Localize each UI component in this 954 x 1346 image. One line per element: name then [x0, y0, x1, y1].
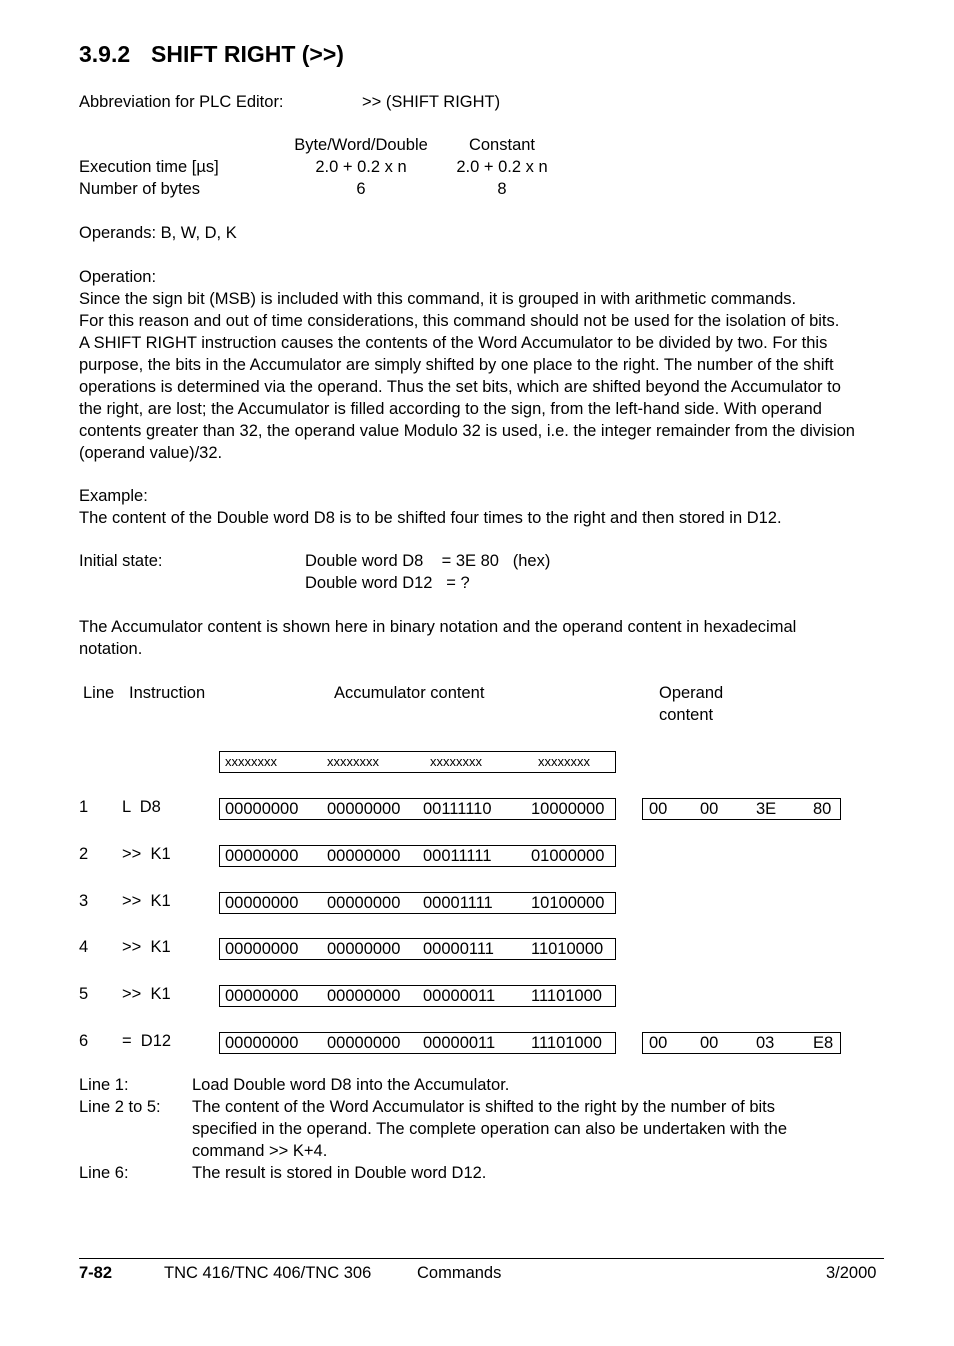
- accumulator-box: [219, 1032, 616, 1054]
- timing-row-label: Execution time [µs]: [79, 158, 219, 176]
- footer-page-number: 7-82: [79, 1264, 113, 1282]
- accumulator-placeholder-byte: xxxxxxxx: [538, 754, 590, 769]
- accumulator-byte: 11101000: [531, 987, 602, 1005]
- accumulator-byte: 00000000: [225, 940, 299, 958]
- footer-date: 3/2000: [826, 1264, 877, 1282]
- note-label: Line 1:: [79, 1076, 129, 1094]
- operation-heading: Operation:: [79, 268, 157, 286]
- row-line-number: 4: [79, 938, 89, 956]
- timing-column-header: Constant: [468, 136, 536, 154]
- operation-line: A SHIFT RIGHT instruction causes the contents of the Word Accumulator to be divided by two. For this: [79, 334, 828, 352]
- operand-byte: 00: [700, 800, 719, 818]
- column-header-operand: Operand: [659, 684, 724, 702]
- page-title: [79, 38, 344, 70]
- abbreviation-label: Abbreviation for PLC Editor:: [79, 93, 284, 111]
- footer-model: TNC 416/TNC 406/TNC 306: [164, 1264, 372, 1282]
- row-line-number: 3: [79, 892, 89, 910]
- operand-byte: E8: [813, 1034, 834, 1052]
- accumulator-byte: 00000000: [327, 800, 401, 818]
- note-text: command >> K+4.: [192, 1142, 328, 1160]
- timing-cell: 8: [497, 180, 507, 198]
- notation-line: notation.: [79, 640, 143, 658]
- operand-byte: 3E: [756, 800, 777, 818]
- operation-line: operations is determined via the operand. Thus the set bits, which are shifted beyond the Accumulator to: [79, 378, 841, 396]
- section-title: SHIFT RIGHT (>>): [151, 41, 344, 67]
- accumulator-box: [219, 985, 616, 1007]
- row-line-number: 1: [79, 798, 89, 816]
- accumulator-byte: 00001111: [423, 894, 493, 912]
- operand-byte: 03: [756, 1034, 775, 1052]
- section-number: 3.9.2: [79, 41, 131, 67]
- accumulator-byte: 00000000: [327, 987, 401, 1005]
- accumulator-byte: 00000000: [327, 847, 401, 865]
- timing-column-header: Byte/Word/Double: [294, 136, 428, 154]
- operation-line: purpose, the bits in the Accumulator are simply shifted by one place to the right. The number of the shift: [79, 356, 834, 374]
- accumulator-placeholder-box: [219, 751, 616, 773]
- row-line-number: 6: [79, 1032, 89, 1050]
- column-header-line: Line: [83, 684, 115, 702]
- footer-divider: [79, 1258, 884, 1259]
- timing-cell: 6: [356, 180, 366, 198]
- note-label: Line 6:: [79, 1164, 129, 1182]
- row-instruction: L D8: [122, 798, 161, 816]
- accumulator-byte: 11101000: [531, 1034, 602, 1052]
- accumulator-byte: 00000000: [225, 987, 299, 1005]
- timing-row-label: Number of bytes: [79, 180, 201, 198]
- abbreviation-value: >> (SHIFT RIGHT): [362, 93, 501, 111]
- operands-text: Operands: B, W, D, K: [79, 224, 237, 242]
- accumulator-byte: 00000000: [327, 940, 401, 958]
- example-text: The content of the Double word D8 is to be shifted four times to the right and then stored in D12.: [79, 509, 782, 527]
- operand-box: [642, 798, 841, 820]
- initial-state-line: Double word D12 = ?: [305, 574, 470, 592]
- accumulator-byte: 00111110: [423, 800, 492, 818]
- column-header-operand: content: [659, 706, 714, 724]
- accumulator-placeholder-byte: xxxxxxxx: [430, 754, 482, 769]
- operation-line: For this reason and out of time considerations, this command should not be used for the isolation of bits.: [79, 312, 840, 330]
- example-heading: Example:: [79, 487, 148, 505]
- accumulator-byte: 00000011: [423, 987, 496, 1005]
- row-instruction: >> K1: [122, 892, 171, 910]
- row-instruction: = D12: [122, 1032, 172, 1050]
- accumulator-byte: 00000111: [423, 940, 494, 958]
- note-text: The content of the Word Accumulator is shifted to the right by the number of bits: [192, 1098, 776, 1116]
- accumulator-box: [219, 798, 616, 820]
- accumulator-byte: 00000000: [225, 894, 299, 912]
- column-header-instruction: Instruction: [129, 684, 206, 702]
- accumulator-box: [219, 938, 616, 960]
- timing-cell: 2.0 + 0.2 x n: [315, 158, 407, 176]
- example-section: [79, 485, 889, 529]
- accumulator-byte: 00011111: [423, 847, 492, 865]
- row-instruction: >> K1: [122, 845, 171, 863]
- accumulator-byte: 10100000: [531, 894, 605, 912]
- operation-line: the right, are lost; the Accumulator is filled according to the sign, from the left-hand side. With operand: [79, 400, 822, 418]
- accumulator-box: [219, 845, 616, 867]
- accumulator-box: [219, 892, 616, 914]
- row-instruction: >> K1: [122, 938, 171, 956]
- accumulator-placeholder-byte: xxxxxxxx: [327, 754, 379, 769]
- initial-state-line: Double word D8 = 3E 80 (hex): [305, 552, 551, 570]
- note-text: specified in the operand. The complete operation can also be undertaken with the: [192, 1120, 788, 1138]
- note-label: Line 2 to 5:: [79, 1098, 161, 1116]
- accumulator-byte: 00000000: [327, 894, 401, 912]
- accumulator-byte: 00000000: [225, 1034, 299, 1052]
- accumulator-placeholder-byte: xxxxxxxx: [225, 754, 277, 769]
- accumulator-byte: 10000000: [531, 800, 605, 818]
- notation-section: [79, 616, 889, 660]
- operand-byte: 00: [649, 1034, 668, 1052]
- row-line-number: 5: [79, 985, 89, 1003]
- row-line-number: 2: [79, 845, 89, 863]
- operation-line: (operand value)/32.: [79, 444, 223, 462]
- footer-section: Commands: [417, 1264, 502, 1282]
- operation-line: contents greater than 32, the operand value Modulo 32 is used, i.e. the integer remainder from the division: [79, 422, 855, 440]
- note-text: Load Double word D8 into the Accumulator.: [192, 1076, 510, 1094]
- operand-box: [642, 1032, 841, 1054]
- initial-state-label: Initial state:: [79, 552, 163, 570]
- notation-line: The Accumulator content is shown here in binary notation and the operand content in hexadecimal: [79, 618, 797, 636]
- operand-byte: 00: [700, 1034, 719, 1052]
- operand-byte: 00: [649, 800, 668, 818]
- column-header-accumulator: Accumulator content: [334, 684, 485, 702]
- note-text: The result is stored in Double word D12.: [192, 1164, 487, 1182]
- accumulator-byte: 00000000: [225, 847, 299, 865]
- operation-line: Since the sign bit (MSB) is included with this command, it is grouped in with arithmetic commands.: [79, 290, 797, 308]
- operation-section: [79, 266, 889, 464]
- operand-byte: 80: [813, 800, 832, 818]
- row-instruction: >> K1: [122, 985, 171, 1003]
- accumulator-byte: 00000000: [225, 800, 299, 818]
- accumulator-byte: 11010000: [531, 940, 604, 958]
- accumulator-byte: 00000011: [423, 1034, 496, 1052]
- timing-cell: 2.0 + 0.2 x n: [456, 158, 548, 176]
- accumulator-byte: 00000000: [327, 1034, 401, 1052]
- accumulator-byte: 01000000: [531, 847, 605, 865]
